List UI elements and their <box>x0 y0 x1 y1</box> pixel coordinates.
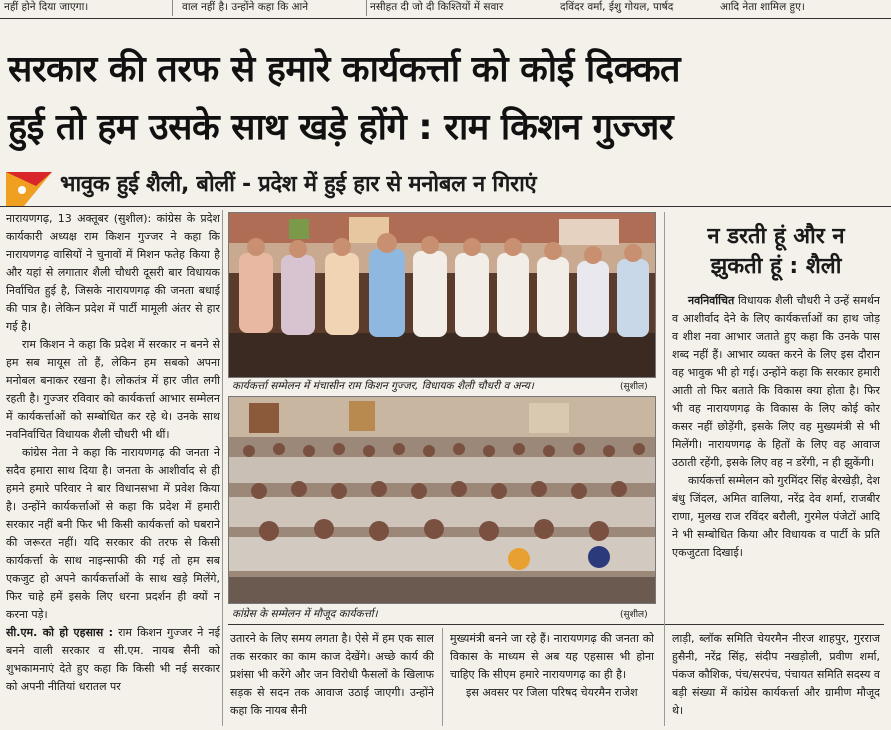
side-para-1: विधायक शैली चौधरी ने उन्हें समर्थन व आशीर्वाद देने के लिए कार्यकर्त्ताओं का हाथ जोड़ व शीश नवा आभार जताते हुए कहा कि उनके पास शब्द नहीं हैं। आभार व्यक्त करने के लिए इस दौरान वह भावुक भी हो गई। उन्होंने कहा कि सरकार हमारी आती तो फिर बताते कि विकास क्या होता है। फिर भी वह नारायणगढ़ के विकास के लिए कोई कोर कसर नहीं छोड़ेंगी, इसके लिए वह मुख्यमंत्री से भी मिलेंगी। नारायणगढ़ के हितों के लिए वह आवाज उठाती रहेंगी, इसके लिए वह न डरेंगी, न ही झुकेंगी। <box>672 294 880 469</box>
top-divider <box>0 18 891 19</box>
party-flag-icon <box>6 172 52 206</box>
bottom-col3-p1: मुख्यमंत्री बनने जा रहे हैं। नारायणगढ़ की जनता को विकास के माध्यम से अब यह एहसास भी होना चाहिए कि सीएम हमारे नारायणगढ़ का ही है। <box>450 632 654 681</box>
bottom-column-2 <box>230 630 434 726</box>
photo-audience-credit: (सुशील) <box>620 610 648 620</box>
stage-photo-image <box>229 213 655 377</box>
cm-subhead: सी.एम. को हो एहसास : <box>6 626 113 639</box>
para-dateline: नारायणगढ़, 13 अक्तूबर (सुशील): कांग्रेस के प्रदेश कार्यकारी अध्यक्ष राम किशन गुज्जर ने कहा कि नारायणगढ़ वासियों ने चुनावों में मिशन फतेह किया है और यहां से लगातार शैली चौधरी दूसरी बार विधायक निर्वाचित हुई है, जिसके नारायणगढ़ की जनता बधाई की पात्र है। लेकिन प्रदेश में पार्टी मामूली अंतर से हार गई है। <box>6 212 220 333</box>
photo-audience <box>228 396 656 604</box>
headline-line-1: सरकार की तरफ से हमारे कार्यकर्त्ता को कोई दिक्कत <box>8 49 681 90</box>
side-story-body <box>672 292 880 622</box>
audience-photo-image <box>229 397 655 603</box>
cm-text: राम किशन गुज्जर ने नई बनने वाली सरकार व सी.एम. नायब सैनी को शुभकामनाएं देते हुए कहा कि किसी भी नई सरकार को अपनी नीतियां धरातल पर <box>6 626 220 693</box>
bottom-col4-text: लाड़ी, ब्लॉक समिति चेयरमैन नीरज शाहपुर, गुरराज हुसैनी, नरेंद्र सिंह, संदीप नखड़ोली, प्रवीण शर्मा, पंकज कौशिक, पंच/सरपंच, पंचायत समिति सदस्य व बड़ी संख्या में कांग्रेस कार्यकर्त्ता और ग्रामीण मौजूद थे। <box>672 632 880 717</box>
column-rule-3 <box>664 212 665 726</box>
para-cm <box>6 624 220 696</box>
side-para-2: कार्यकर्त्ता सम्मेलन को गुरमिंदर सिंह बेरखेड़ी, देश बंधु जिंदल, अमित वालिया, नरेंद्र देव शर्मा, राजबीर राणा, मुलख राज रविंदर बरौली, गुरमेल पंजेटों आदि ने भी सम्बोधित किया और विधायक व पार्टी के प्रति एकजुटता दिखाई। <box>672 474 880 559</box>
headline-line-2: हुई तो हम उसके साथ खड़े होंगे : राम किशन गुज्जर <box>8 107 674 148</box>
strip-text-2: वाल नहीं है। उन्होंने कहा कि आने <box>182 1 309 13</box>
photo-stage-caption: कार्यकर्त्ता सम्मेलन में मंचासीन राम किशन गुज्जर, विधायक शैली चौधरी व अन्य। <box>232 380 534 392</box>
left-column <box>6 210 220 730</box>
top-text-strip <box>0 0 891 18</box>
para-2: राम किशन ने कहा कि प्रदेश में सरकार न बनने से हम सब मायूस तो हैं, लेकिन हम सबको अपना मनोबल बनाकर रखना है। लोकतंत्र में हार जीत लगी रहती है। गुज्जर रविवार को कार्यकर्त्ता आभार सम्मेलन में कार्यकर्त्ताओं को सम्बोधित कर रहे थे। उनके साथ नवनिर्वाचित विधायक शैली चौधरी भी थीं। <box>6 338 220 441</box>
bottom-col2-text: उतारने के लिए समय लगता है। ऐसे में हम एक साल तक सरकार का काम काज देखेंगे। अच्छे कार्य की प्रशंसा भी करेंगे और जन विरोधी फैसलों के खिलाफ सड़क से सदन तक आवाज उठाई जाएगी। उन्होंने कहा कि नायब सैनी <box>230 632 434 717</box>
bottom-divider <box>228 624 884 625</box>
strip-text-4: दविंदर वर्मा, ईशु गोयल, पार्षद <box>560 1 674 13</box>
para-3: कांग्रेस नेता ने कहा कि नारायणगढ़ की जनता ने सदैव हमारा साथ दिया है। जनता के आशीर्वाद से ही हमने हमारे परिवार ने बार विधानसभा में प्रवेश किया है। उन्होंने कार्यकर्त्ताओं से कहा कि प्रदेश में हमारी सरकार नहीं बनी फिर भी किसी कार्यकर्त्ता को घबराने की जरूरत नहीं। यदि सरकार की तरफ से किसी कार्यकर्त्ता के साथ नाइन्साफी की गई तो हम सब एकजुट हो अपने कार्यकर्त्ताओं के साथ खड़े मिलेंगे, फिर चाहे हमें इसके लिए धरना प्रदर्शन ही क्यों न करना पड़े। <box>6 446 220 621</box>
strip-text-3: नसीहत दी जो दी किश्तियों में सवार <box>370 1 504 13</box>
column-rule-2 <box>442 628 443 726</box>
side-lead-word: नवनिर्वाचित <box>688 294 735 307</box>
side-heading-line-2: झुकती हूं : शैली <box>710 254 842 279</box>
photo-stage-credit: (सुशील) <box>620 382 648 392</box>
bottom-column-4 <box>672 630 880 726</box>
bottom-col3-p2: इस अवसर पर जिला परिषद चेयरमैन राजेश <box>466 686 638 699</box>
sub-headline: भावुक हुई शैली, बोलीं - प्रदेश में हुई हार से मनोबल न गिराएं <box>60 172 537 197</box>
side-story-heading <box>672 222 880 282</box>
strip-text-1: नहीं होने दिया जाएगा। <box>4 1 89 13</box>
bottom-column-3 <box>450 630 654 726</box>
photo-stage <box>228 212 656 378</box>
photo-audience-caption: कांग्रेस के सम्मेलन में मौजूद कार्यकर्त्ता। <box>232 608 378 620</box>
sub-divider <box>0 206 891 207</box>
strip-text-5: आदि नेता शामिल हुए। <box>720 1 805 13</box>
side-heading-line-1: न डरती हूं और न <box>707 224 845 249</box>
column-rule-1 <box>222 210 223 726</box>
